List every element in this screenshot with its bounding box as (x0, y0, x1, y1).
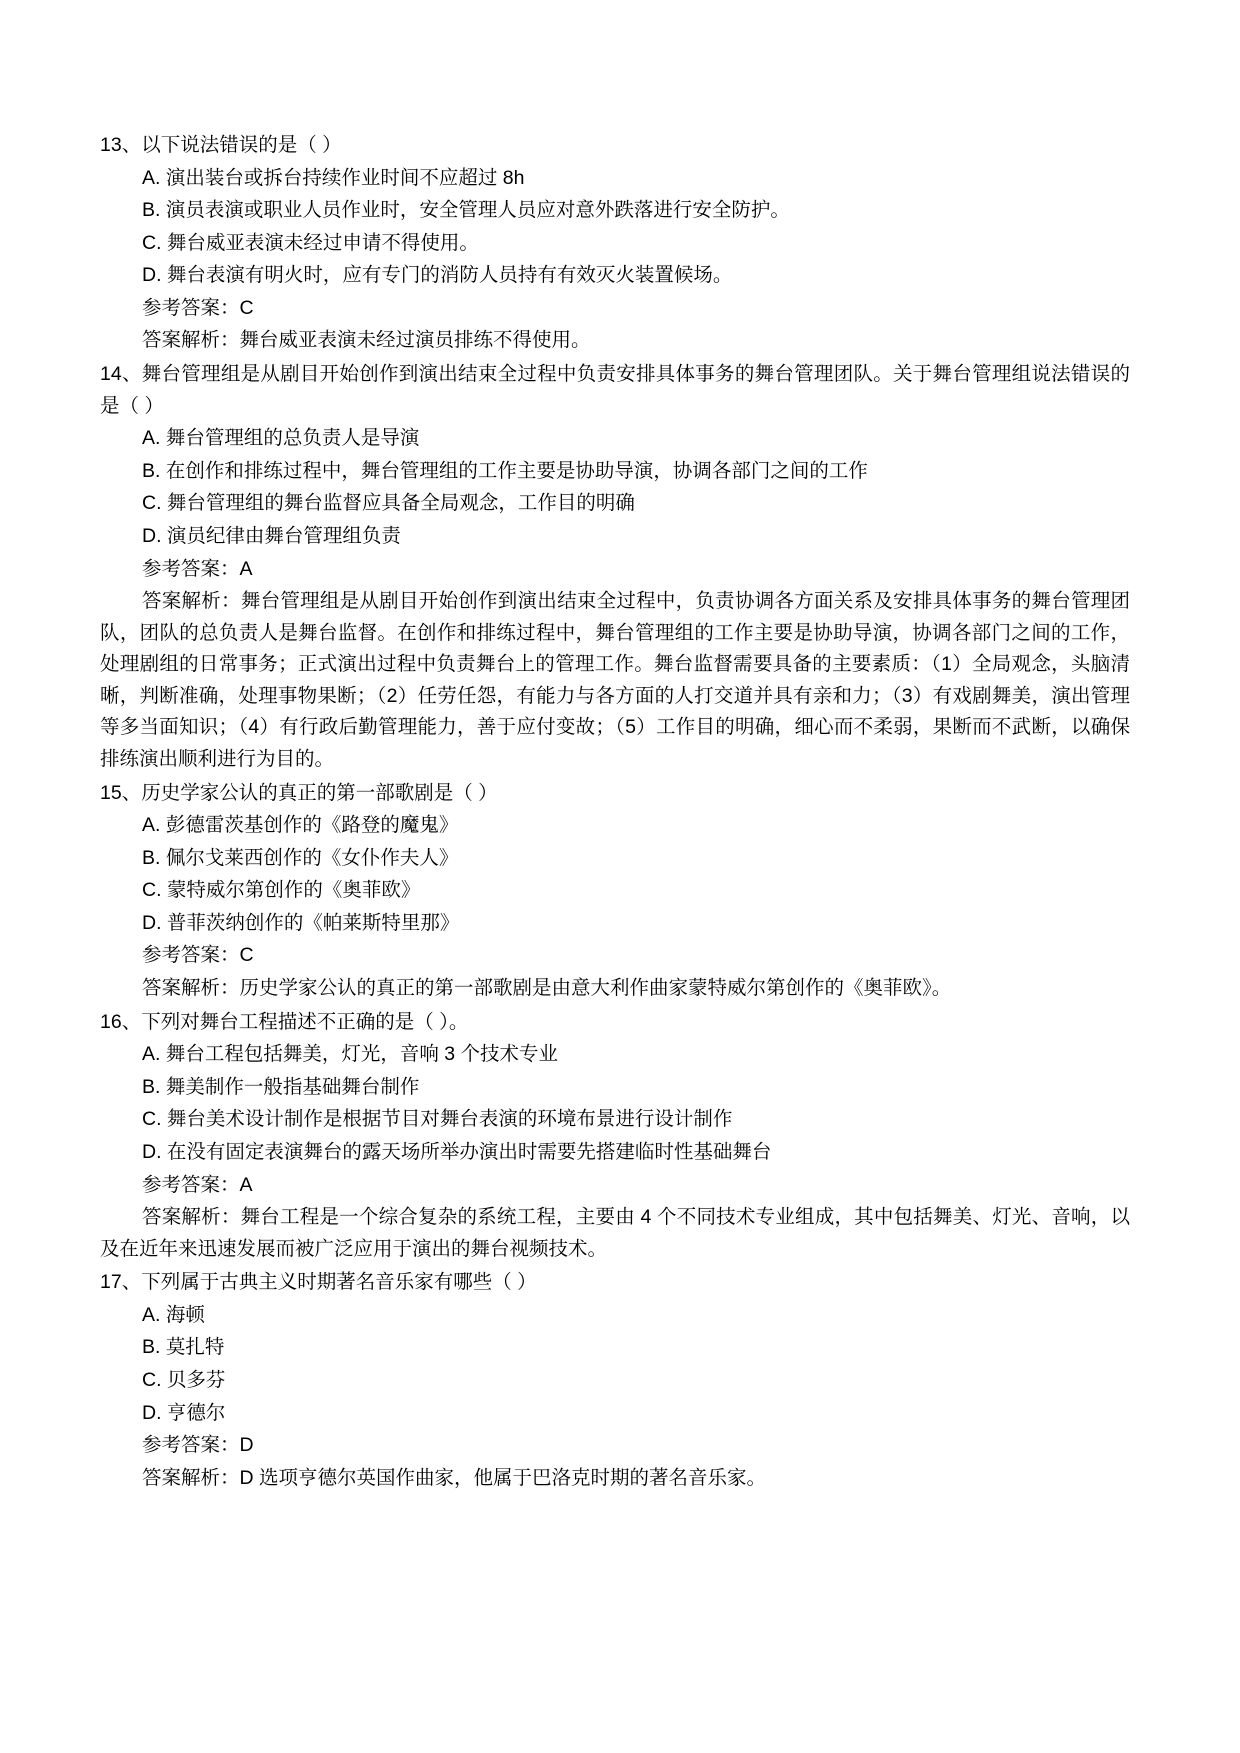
option-d: D. 在没有固定表演舞台的露天场所举办演出时需要先搭建临时性基础舞台 (142, 1140, 772, 1163)
option-a: A. 舞台工程包括舞美，灯光，音响 3 个技术专业 (142, 1043, 559, 1066)
question-number: 13、 (100, 134, 142, 156)
question-text: 以下说法错误的是（ ） (141, 134, 342, 156)
question-stem (100, 1267, 1130, 1299)
question-text: 舞台管理组是从剧目开始创作到演出结束全过程中负责安排具体事务的舞台管理团队。关于舞台管理组说法错误的是（ ） (100, 363, 1130, 417)
option-b: B. 演员表演或职业人员作业时，安全管理人员应对意外跌落进行安全防护。 (142, 199, 790, 222)
option-b: B. 莫扎特 (142, 1336, 225, 1359)
question-stem (100, 778, 1130, 810)
option-b: B. 在创作和排练过程中，舞台管理组的工作主要是协助导演，协调各部门之间的工作 (142, 459, 868, 482)
option-a: A. 演出装台或拆台持续作业时间不应超过 8h (142, 166, 525, 189)
reference-answer: 参考答案：D (142, 1434, 254, 1457)
question-block (100, 1007, 1130, 1266)
option-a: A. 海顿 (142, 1303, 205, 1326)
question-number: 14、 (100, 363, 142, 386)
question-text: 历史学家公认的真正的第一部歌剧是（ ） (141, 781, 498, 804)
option-b: B. 佩尔戈莱西创作的《女仆作夫人》 (142, 846, 459, 869)
reference-answer: 参考答案：C (142, 296, 254, 319)
question-block (100, 130, 1130, 357)
option-b: B. 舞美制作一般指基础舞台制作 (142, 1075, 420, 1098)
option-c: C. 舞台管理组的舞台监督应具备全局观念，工作目的明确 (142, 492, 635, 515)
option-d: D. 亨德尔 (142, 1401, 226, 1424)
exam-question-list (100, 130, 1130, 1494)
reference-answer: 参考答案：A (142, 1173, 253, 1196)
answer-explanation: 答案解析：舞台工程是一个综合复杂的系统工程，主要由 4 个不同技术专业组成，其中包括舞美、灯光、音响，以及在近年来迅速发展而被广泛应用于演出的舞台视频技术。 (100, 1206, 1130, 1260)
question-stem (100, 1007, 1130, 1039)
reference-answer: 参考答案：C (142, 944, 254, 967)
option-c: C. 蒙特威尔第创作的《奥菲欧》 (142, 879, 421, 902)
option-d: D. 普菲茨纳创作的《帕莱斯特里那》 (142, 911, 460, 934)
option-a: A. 舞台管理组的总负责人是导演 (142, 427, 420, 450)
question-block (100, 359, 1130, 776)
question-text: 下列属于古典主义时期著名音乐家有哪些（ ） (141, 1271, 537, 1294)
question-stem (100, 359, 1130, 422)
answer-explanation: 答案解析：D 选项亨德尔英国作曲家，他属于巴洛克时期的著名音乐家。 (142, 1466, 767, 1489)
option-a: A. 彭德雷茨基创作的《路登的魔鬼》 (142, 814, 459, 837)
answer-explanation: 答案解析：舞台威亚表演未经过演员排练不得使用。 (142, 329, 591, 352)
reference-answer: 参考答案：A (142, 557, 253, 580)
question-number: 16、 (100, 1010, 142, 1033)
option-d: D. 舞台表演有明火时，应有专门的消防人员持有有效灭火装置候场。 (142, 264, 733, 287)
question-text: 下列对舞台工程描述不正确的是（ ）。 (141, 1010, 469, 1033)
question-stem (100, 130, 1130, 162)
question-block (100, 778, 1130, 1005)
answer-explanation: 答案解析：历史学家公认的真正的第一部歌剧是由意大利作曲家蒙特威尔第创作的《奥菲欧》。 (142, 977, 952, 1000)
option-c: C. 贝多芬 (142, 1368, 226, 1391)
question-block (100, 1267, 1130, 1494)
option-c: C. 舞台威亚表演未经过申请不得使用。 (142, 231, 479, 254)
answer-explanation: 答案解析：舞台管理组是从剧目开始创作到演出结束全过程中，负责协调各方面关系及安排具体事务的舞台管理团队，团队的总负责人是舞台监督。在创作和排练过程中，舞台管理组的工作主要是协助导演，协调各部门之间的工作，处理剧组的日常事务；正式演出过程中负责舞台上的管理工作。舞台监督需要具备的主要素质：（1）全局观念，头脑清晰，判断准确，处理事物果断；（2）任劳任怨，有能力与各方面的人打交道并具有亲和力；（3）有戏剧舞美，演出管理等多当面知识；（4）有行政后勤管理能力，善于应付变故；（5）工作目的明确，细心而不柔弱，果断而不武断，以确保排练演出顺利进行为目的。 (100, 590, 1130, 770)
question-number: 17、 (100, 1271, 142, 1294)
option-d: D. 演员纪律由舞台管理组负责 (142, 524, 401, 547)
option-c: C. 舞台美术设计制作是根据节目对舞台表演的环境布景进行设计制作 (142, 1108, 733, 1131)
question-number: 15、 (100, 781, 142, 804)
